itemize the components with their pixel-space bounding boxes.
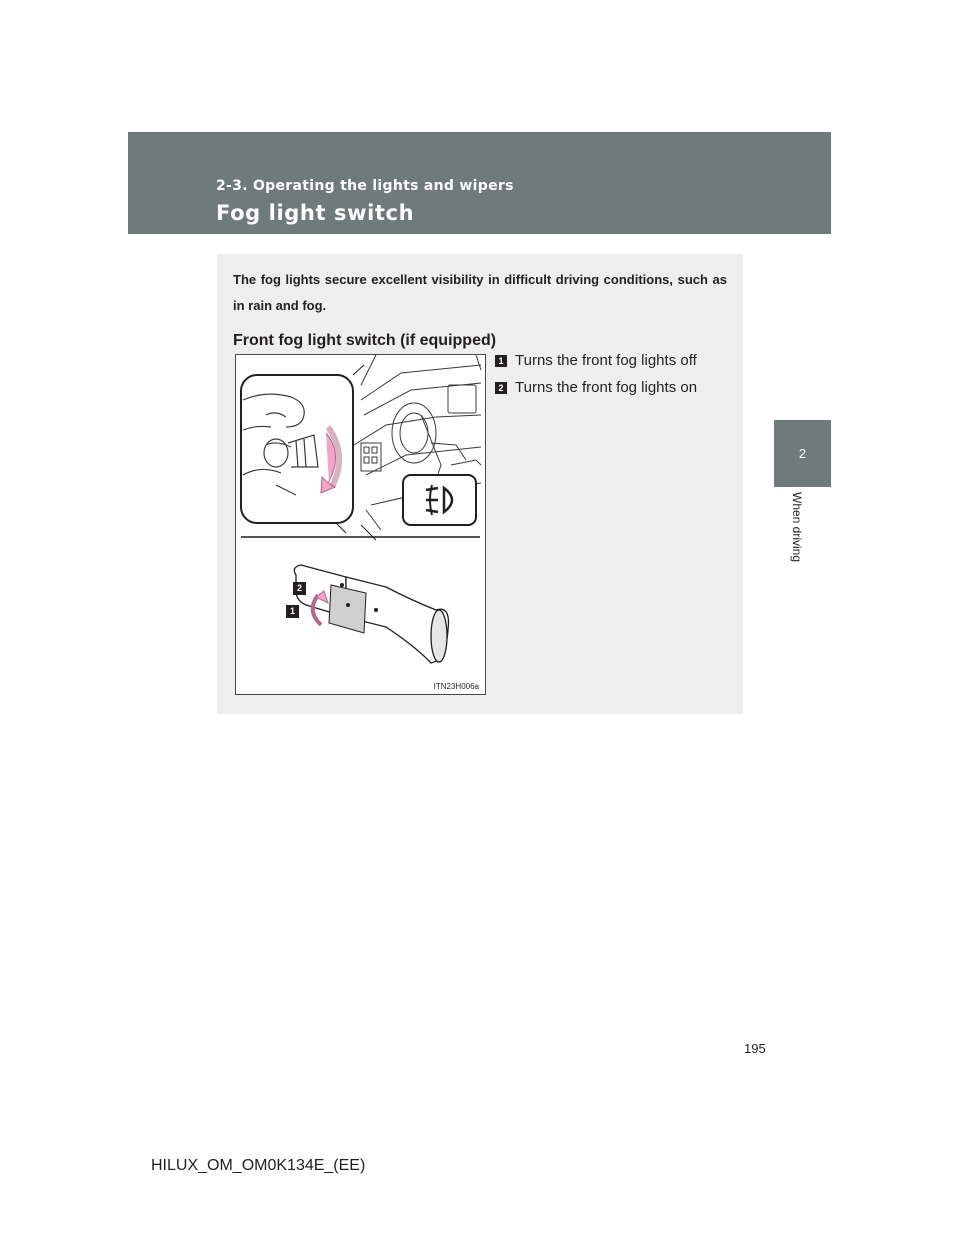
section-header-bar — [128, 132, 831, 234]
figure-badge-2: 2 — [296, 583, 302, 593]
chapter-label: When driving — [790, 492, 804, 563]
callout-number: 2 — [495, 382, 507, 394]
fog-switch-illustration — [236, 355, 485, 694]
intro-paragraph: The fog lights secure excellent visibility in difficult driving conditions, such as in rain and fog. — [233, 272, 727, 313]
footer-doc-code: HILUX_OM_OM0K134E_(EE) — [151, 1157, 366, 1174]
callout-number: 1 — [495, 355, 507, 367]
figure-code: ITN23H006a — [433, 682, 479, 691]
figure-illustration — [235, 354, 486, 695]
page-title: Fog light switch — [216, 201, 415, 225]
subheading: Front fog light switch (if equipped) — [233, 332, 497, 349]
callout-text: Turns the front fog lights on — [515, 379, 698, 396]
section-label: 2-3. Operating the lights and wipers — [216, 178, 514, 194]
content-box — [217, 254, 743, 714]
page-number: 195 — [744, 1041, 766, 1056]
callout-text: Turns the front fog lights off — [515, 352, 697, 369]
chapter-number: 2 — [798, 446, 807, 461]
figure-badge-1: 1 — [289, 606, 295, 616]
chapter-label-vertical — [787, 492, 807, 622]
chapter-tab — [774, 420, 831, 487]
